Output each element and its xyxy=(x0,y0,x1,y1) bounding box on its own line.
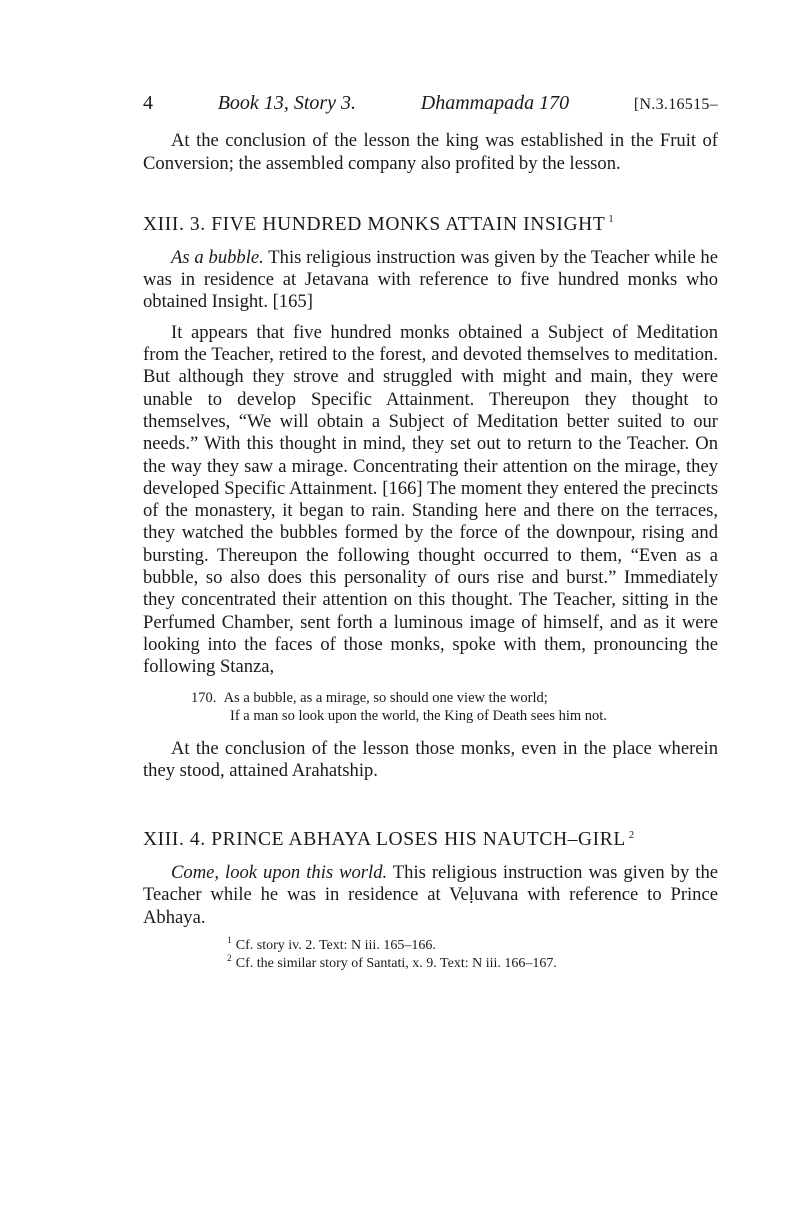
story-conclusion: At the conclusion of the lesson those monks, even in the place wherein they stood, attained Arahatship. xyxy=(143,737,718,781)
stanza-line-1 xyxy=(191,689,718,708)
stanza-line-2: If a man so look upon the world, the King of Death sees him not. xyxy=(230,708,607,725)
section-13-4 xyxy=(143,828,718,929)
running-head-dhammapada: Dhammapada 170 xyxy=(420,92,570,114)
intro-text: This religious instruction was given by the Teacher while he was in residence at Veḷuvana with reference to Prince Abhaya. xyxy=(143,862,718,928)
stanza-line-1-text: As a bubble, as a mirage, so should one view the world; xyxy=(223,689,548,706)
footnote-number: 1 xyxy=(227,936,232,947)
section-heading-text: XIII. 4. PRINCE ABHAYA LOSES HIS NAUTCH–GIRL xyxy=(143,829,626,851)
page-number: 4 xyxy=(143,92,153,114)
footnote xyxy=(227,955,718,973)
footnote-text: Cf. story iv. 2. Text: N iii. 165–166. xyxy=(235,938,436,954)
running-head-reference: [N.3.16515– xyxy=(633,96,718,113)
story-body: It appears that five hundred monks obtained a Subject of Meditation from the Teacher, retired to the forest, and devoted themselves to meditation. But although they strove and struggled with might and main, they were unable to develop Specific Attainment. Thereupon they thought to themselves, “We will obtain a Subject of Meditation better suited to our needs.” With this thought in mind, they set out to return to the Teacher. On the way they saw a mirage. Concentrating their attention on the mirage, they developed Specific Attainment. [166] The moment they entered the precincts of the monastery, it began to rain. Standing here and there on the terraces, they watched the bubbles formed by the force of the downpour, rising and bursting. Thereupon the following thought occurred to them, “Even as a bubble, so also does this personality of ours rise and burst.” Immediately they concentrated their attention on this thought. The Teacher, sitting in the Perfumed Chamber, sent forth a luminous image of himself, and as it were looking into the faces of those monks, spoke with them, pronouncing the following Stanza, xyxy=(143,321,718,678)
section-intro xyxy=(143,862,718,929)
section-heading xyxy=(143,828,718,852)
intro-text: This religious instruction was given by the Teacher while he was in residence at Jetavana with reference to five hundred monks who obtained Insight. [165] xyxy=(143,246,718,313)
footnote-number: 2 xyxy=(227,954,232,965)
section-heading-text: XIII. 3. FIVE HUNDRED MONKS ATTAIN INSIGHT xyxy=(143,213,606,235)
footnote-marker: 1 xyxy=(608,214,615,226)
stanza xyxy=(191,689,718,726)
intro-lemma: Come, look upon this world. xyxy=(171,862,388,884)
intro-lemma: As a bubble. xyxy=(171,246,264,268)
section-heading xyxy=(143,213,718,237)
footnote-text: Cf. the similar story of Santati, x. 9. Text: N iii. 166–167. xyxy=(235,956,557,972)
footnotes xyxy=(227,937,718,973)
running-head xyxy=(143,92,718,116)
stanza-number: 170. xyxy=(191,689,217,706)
footnote xyxy=(227,937,718,955)
opening-paragraph: At the conclusion of the lesson the king was established in the Fruit of Conversion; the assembled company also profited by the lesson. xyxy=(143,130,718,174)
footnote-marker: 2 xyxy=(628,829,635,841)
section-13-3 xyxy=(143,213,718,782)
section-intro xyxy=(143,247,718,314)
running-head-title: Book 13, Story 3. xyxy=(217,92,357,114)
book-page xyxy=(143,92,718,973)
